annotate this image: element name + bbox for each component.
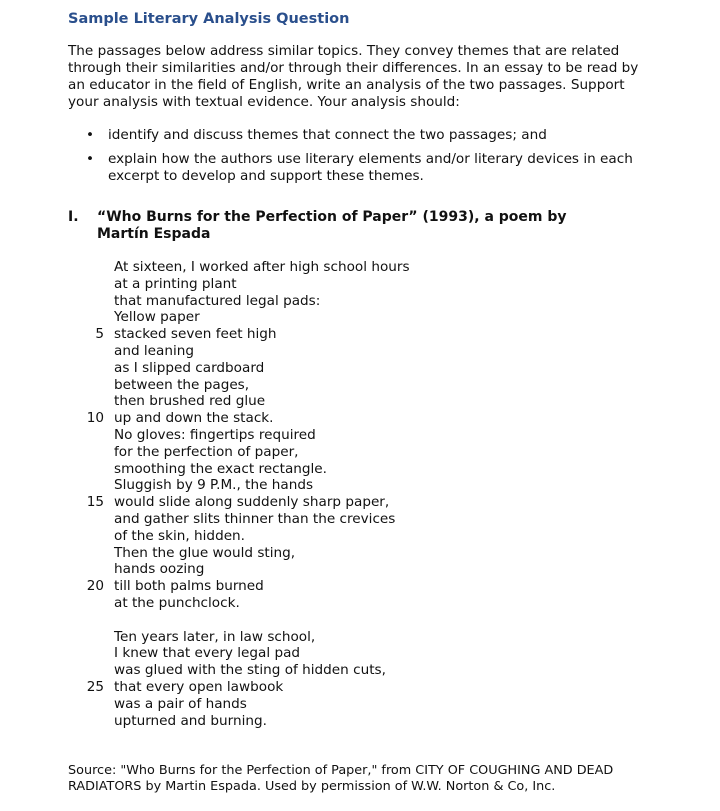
poem-line-text: that manufactured legal pads: (114, 292, 321, 309)
instructions-line: through their similarities and/or through their differences. In an essay to be read by (68, 60, 639, 76)
poem-line-text: At sixteen, I worked after high school hours (114, 259, 410, 275)
instructions-line: your analysis with textual evidence. Your analysis should: (68, 94, 460, 110)
poem-line-text: No gloves: fingertips required (114, 426, 316, 443)
bullet-icon: • (86, 127, 95, 143)
poem-line-text: was a pair of hands (114, 695, 247, 712)
section-title (97, 209, 597, 243)
poem-line-text: was glued with the sting of hidden cuts, (114, 662, 386, 679)
list-item-text: excerpt to develop and support these themes. (108, 168, 424, 184)
poem-line-text: would slide along suddenly sharp paper, (114, 494, 390, 511)
poem-line-text: Sluggish by 9 P.M., the hands (114, 477, 314, 494)
poem-line-text: and leaning (114, 342, 195, 359)
poem-line-text: for the perfection of paper, (114, 443, 299, 460)
poem-line-text: upturned and burning. (114, 712, 267, 729)
poem-line-text: Ten years later, in law school, (114, 628, 316, 645)
poem-line-text: stacked seven feet high (114, 326, 277, 343)
poem-line-text: of the skin, hidden. (114, 527, 245, 544)
instructions-line: an educator in the field of English, write an analysis of the two passages. Support (68, 77, 625, 93)
poem-line-text: up and down the stack. (114, 410, 274, 427)
poem-line-text: I knew that every legal pad (114, 645, 301, 662)
section-title-line: “Who Burns for the Perfection of Paper” (1993), a poem by (97, 209, 567, 225)
source-line: RADIATORS by Martin Espada. Used by permission of W.W. Norton & Co, Inc. (68, 779, 556, 794)
poem-line-text: Yellow paper (114, 309, 200, 326)
section-title-line: Martín Espada (97, 226, 211, 242)
line-number: 25 (86, 678, 104, 695)
line-number: 5 (95, 326, 104, 343)
poem-line-text: smoothing the exact rectangle. (114, 460, 327, 477)
poem-line-text: and gather slits thinner than the crevices (114, 510, 396, 527)
poem-line-text: at a printing plant (114, 275, 237, 292)
section-number: I. (68, 209, 79, 225)
source-citation (68, 763, 688, 795)
instructions-line: The passages below address similar topics. They convey themes that are related (68, 43, 620, 59)
bullet-icon: • (86, 151, 95, 167)
poem-line-text: at the punchclock. (114, 594, 240, 611)
list-item-text: identify and discuss themes that connect the two passages; and (108, 127, 547, 143)
poem-line-text: between the pages, (114, 376, 250, 393)
poem-line-text: then brushed red glue (114, 393, 266, 410)
line-number: 20 (86, 578, 104, 595)
source-line: Source: "Who Burns for the Perfection of Paper," from CITY OF COUGHING AND DEAD (68, 763, 614, 778)
instructions-paragraph (68, 43, 668, 111)
poem-line-text: Then the glue would sting, (114, 544, 296, 561)
poem-line-text: as I slipped cardboard (114, 359, 265, 376)
poem-line-text: till both palms burned (114, 578, 264, 595)
list-item (82, 151, 662, 185)
line-number: 10 (86, 410, 104, 427)
page-title: Sample Literary Analysis Question (68, 11, 350, 27)
poem-line-text: that every open lawbook (114, 678, 284, 695)
requirements-list (82, 127, 662, 192)
list-item (82, 127, 662, 144)
poem-line-text: hands oozing (114, 561, 205, 578)
line-number: 15 (86, 494, 104, 511)
list-item-text: explain how the authors use literary elements and/or literary devices in each (108, 151, 633, 167)
